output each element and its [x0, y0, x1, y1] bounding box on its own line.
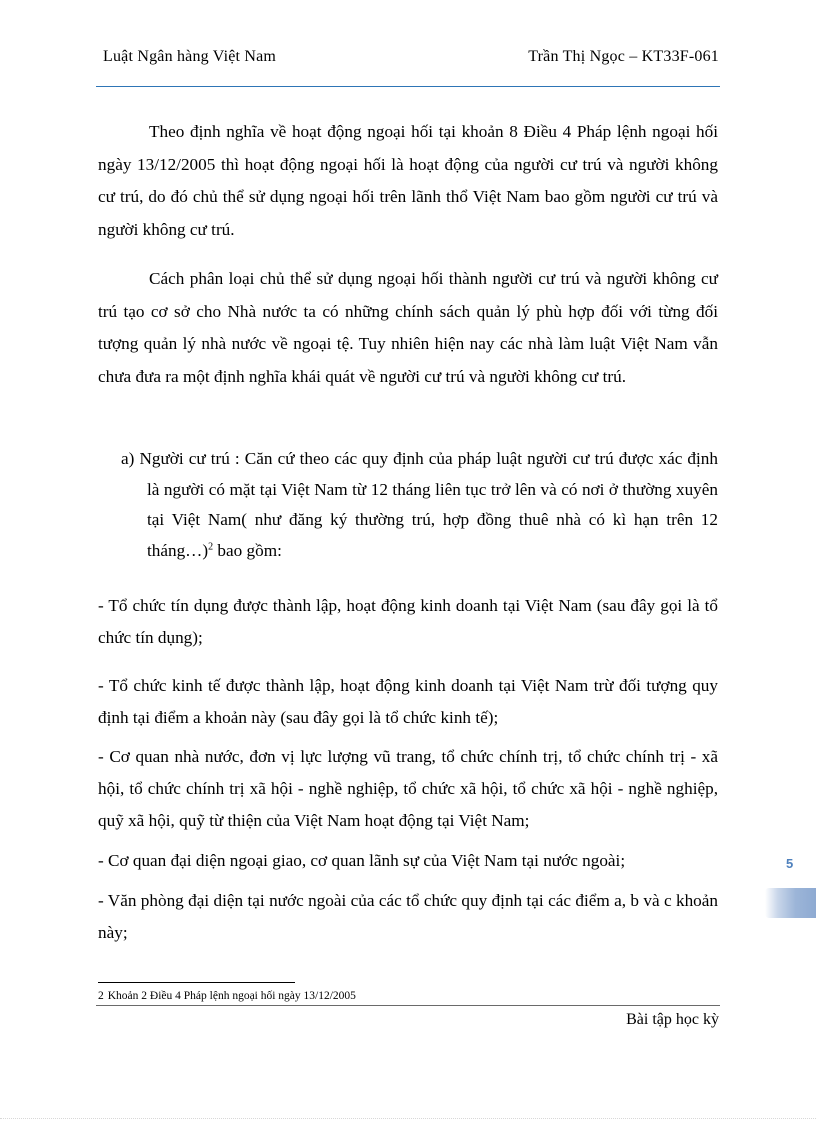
- page-tab-decoration: [765, 888, 816, 918]
- list-item: - Tổ chức tín dụng được thành lập, hoạt động kinh doanh tại Việt Nam (sau đây gọi là tổ chức tín dụng);: [98, 596, 718, 647]
- paragraph-1: Theo định nghĩa về hoạt động ngoại hối tại khoản 8 Điều 4 Pháp lệnh ngoại hối ngày 13/12/2005 thì hoạt động ngoại hối là hoạt động của người cư trú và người không cư trú, do đó chủ thể sử dụng ngoại hối trên lãnh thổ Việt Nam bao gồm người cư trú và người không cư trú.: [98, 122, 718, 239]
- header-divider: [96, 86, 720, 87]
- footnote-separator: [98, 982, 295, 983]
- paragraph-2: Cách phân loại chủ thể sử dụng ngoại hối thành người cư trú và người không cư trú tạo cơ sở cho Nhà nước ta có những chính sách quản lý phù hợp đối với từng đối tượng quản lý nhà nước về ngoại tệ. Tuy nhiên hiện nay các nhà làm luật Việt Nam vẫn chưa đưa ra một định nghĩa khái quát về người cư trú và người không cư trú.: [98, 269, 718, 386]
- header-title: Luật Ngân hàng Việt Nam: [103, 48, 277, 65]
- list-item: - Cơ quan nhà nước, đơn vị lực lượng vũ trang, tổ chức chính trị, tổ chức chính trị - xã hội, tổ chức chính trị xã hội - nghề nghiệp, tổ chức xã hội, tổ chức xã hội - nghề nghiệp, quỹ xã hội, quỹ từ thiện của Việt Nam hoạt động tại Việt Nam;: [98, 747, 718, 830]
- footnote-reference[interactable]: 2: [208, 540, 214, 552]
- list-item: - Cơ quan đại diện ngoại giao, cơ quan lãnh sự của Việt Nam tại nước ngoài;: [98, 851, 626, 870]
- page-bottom-edge: [0, 1118, 816, 1119]
- footnote-text: Khoản 2 Điều 4 Pháp lệnh ngoại hối ngày 13/12/2005: [107, 990, 356, 1002]
- footer-divider: [96, 1005, 720, 1006]
- footnote-number: 2: [98, 990, 104, 1002]
- list-item-a-text: a) Người cư trú : Căn cứ theo các quy định của pháp luật người cư trú được xác định là người có mặt tại Việt Nam từ 12 tháng liên tục trở lên và có nơi ở thường xuyên tại Việt Nam( như đăng ký thường trú, hợp đồng thuê nhà có kì hạn trên 12 tháng…): [121, 449, 718, 560]
- footnote: [98, 990, 356, 1002]
- list-item-a: [121, 444, 718, 566]
- page-number: 5: [786, 856, 794, 871]
- list-item-a-tail: bao gồm:: [213, 540, 282, 560]
- list-item: - Văn phòng đại diện tại nước ngoài của các tổ chức quy định tại các điểm a, b và c khoản này;: [98, 891, 718, 942]
- footer-label: Bài tập học kỳ: [626, 1011, 719, 1028]
- list-item: - Tổ chức kinh tế được thành lập, hoạt động kinh doanh tại Việt Nam trừ đối tượng quy định tại điểm a khoản này (sau đây gọi là tổ chức kinh tế);: [98, 676, 718, 727]
- header-author: Trần Thị Ngọc – KT33F-061: [528, 48, 719, 65]
